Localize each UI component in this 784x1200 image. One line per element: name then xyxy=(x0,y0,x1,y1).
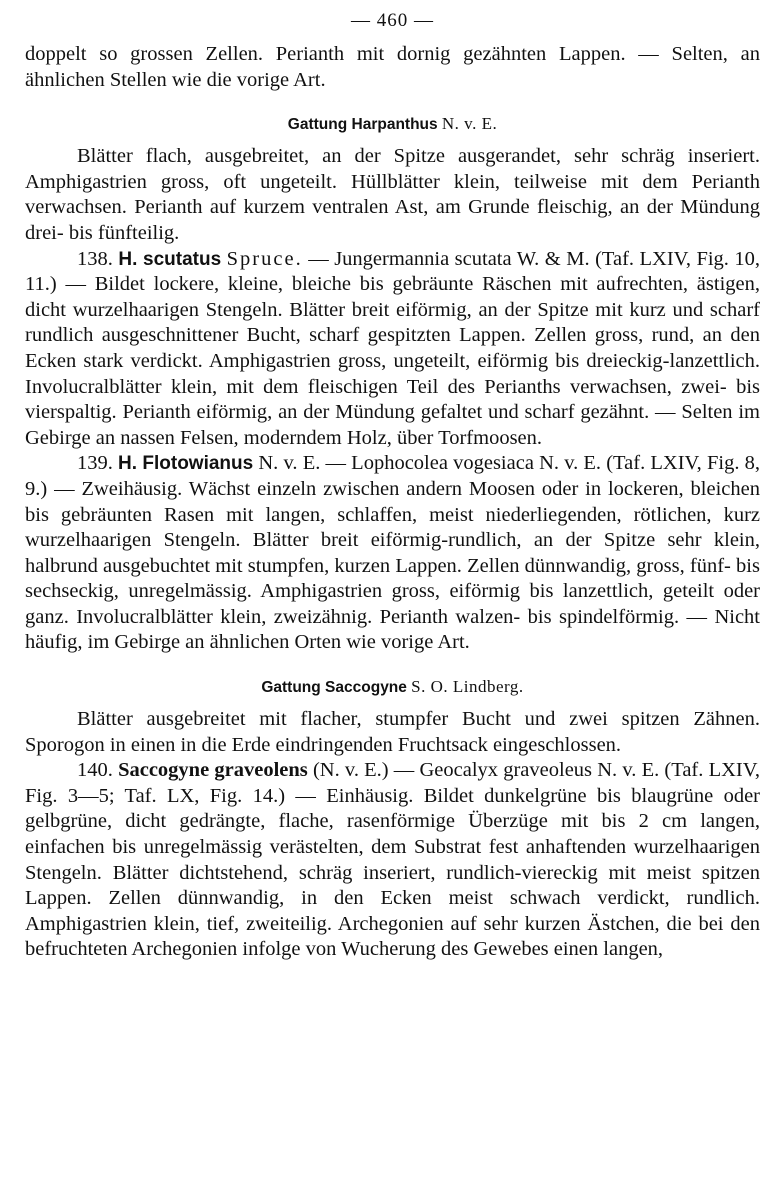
species-number: 138. xyxy=(77,247,113,270)
continuation-paragraph: doppelt so grossen Zellen. Perianth mit dornig gezähnten Lappen. — Selten, an ähnlichen Stellen wie die vorige Art. xyxy=(25,43,760,91)
species-entry-138 xyxy=(25,247,760,452)
genus-author: N. v. E. xyxy=(441,114,498,134)
species-name: H. scutatus xyxy=(118,248,222,270)
species-author: Spruce. xyxy=(226,247,303,270)
page-number: — 460 — xyxy=(351,10,434,31)
genus-description-harpanthus: Blätter flach, ausgebreitet, an der Spitze ausgerandet, sehr schräg inseriert. Amphigastrien gross, oft ungeteilt. Hüllblätter klein, teilweise mit dem Perianth verwachsen. Perianth auf kurzem ventralen Ast, am Grunde fleischig, an der Mündung drei- bis fünfteilig. xyxy=(25,145,760,244)
genus-author: S. O. Lindberg. xyxy=(411,677,524,697)
species-name: Saccogyne graveolens xyxy=(118,759,308,782)
species-text: (N. v. E.) — Geocalyx graveoleus N. v. E. (Taf. LXIV, Fig. 3—5; Taf. LX, Fig. 14.) — Einhäusig. Bildet dunkelgrüne bis blaugrüne oder gelbgrüne, dicht gedrängte, flache, rasenförmige Überzüge mit bis 2 cm langen, einfachen bis unregelmässig verästelten, dem Substrat fest anhaftenden wurzelhaarigen Stengeln. Blätter dichtstehend, schräg inseriert, rundlich-viereckig mit meist spitzen Lappen. Zellen dünnwandig, in den Ecken meist schwach verdickt, rundlich. Amphigastrien klein, tief, zweiteilig. Archegonien auf sehr kurzen Ästchen, die bei den befruchteten Archegonien infolge von Wucherung des Gewebes einen langen, xyxy=(25,759,761,961)
species-text: N. v. E. — Lophocolea vogesiaca N. v. E. (Taf. LXIV, Fig. 8, 9.) — Zweihäusig. Wächst einzeln zwischen andern Moosen oder in lockeren, bleichen bis gebräunten Rasen mit langen, schlaffen, meist niederliegenden, rötlichen, kurz wurzelhaarigen Stengeln. Blätter breit eiförmig-rundlich, an der Spitze sehr klein, halbrund ausgebuchtet mit stumpfen, kurzen Lappen. Zellen dünnwandig, gross, fünf- bis sechseckig, unregelmässig. Amphigastrien gross, eiförmig bis lanzettlich, geteilt oder ganz. Involucralblätter klein, zweizähnig. Perianth walzen- bis spindelförmig. — Nicht häufig, im Gebirge an ähnlichen Orten wie vorige Art. xyxy=(25,452,760,654)
species-text: — Jungermannia scutata W. & M. (Taf. LXIV, Fig. 10, 11.) — Bildet lockere, kleine, bleiche bis gebräunte Räschen mit aufrechten, ästigen, dicht wurzelhaarigen Stengeln. Blätter breit eiförmig, an der Spitze mit kurz und scharf rundlich ausgeschnittener Bucht, scharf gespitzten Lappen. Zellen gross, rund, an den Ecken stark verdickt. Amphigastrien gross, ungeteilt, eiförmig bis dreieckig-lanzettlich. Involucralblätter klein, mit dem fleischigen Teil des Perianths verwachsen, zwei- bis vierspaltig. Perianth eiförmig, an der Mündung gefaltet und scharf gezähnt. — Selten im Gebirge an nassen Felsen, moderndem Holz, über Torfmoosen. xyxy=(25,247,761,449)
species-number: 140. xyxy=(77,759,113,782)
genus-description-saccogyne: Blätter ausgebreitet mit flacher, stumpfer Bucht und zwei spitzen Zähnen. Sporogon in einen in die Erde eindringenden Fruchtsack eingeschlossen. xyxy=(25,708,760,756)
genus-label: Gattung Saccogyne xyxy=(261,679,407,697)
species-entry-139 xyxy=(25,451,760,656)
genus-label: Gattung Harpanthus xyxy=(287,116,438,134)
species-name: H. Flotowianus xyxy=(118,453,254,475)
species-number: 139. xyxy=(77,452,113,475)
genus-heading-harpanthus xyxy=(25,113,760,136)
species-entry-140 xyxy=(25,758,760,963)
genus-heading-saccogyne xyxy=(25,676,760,699)
